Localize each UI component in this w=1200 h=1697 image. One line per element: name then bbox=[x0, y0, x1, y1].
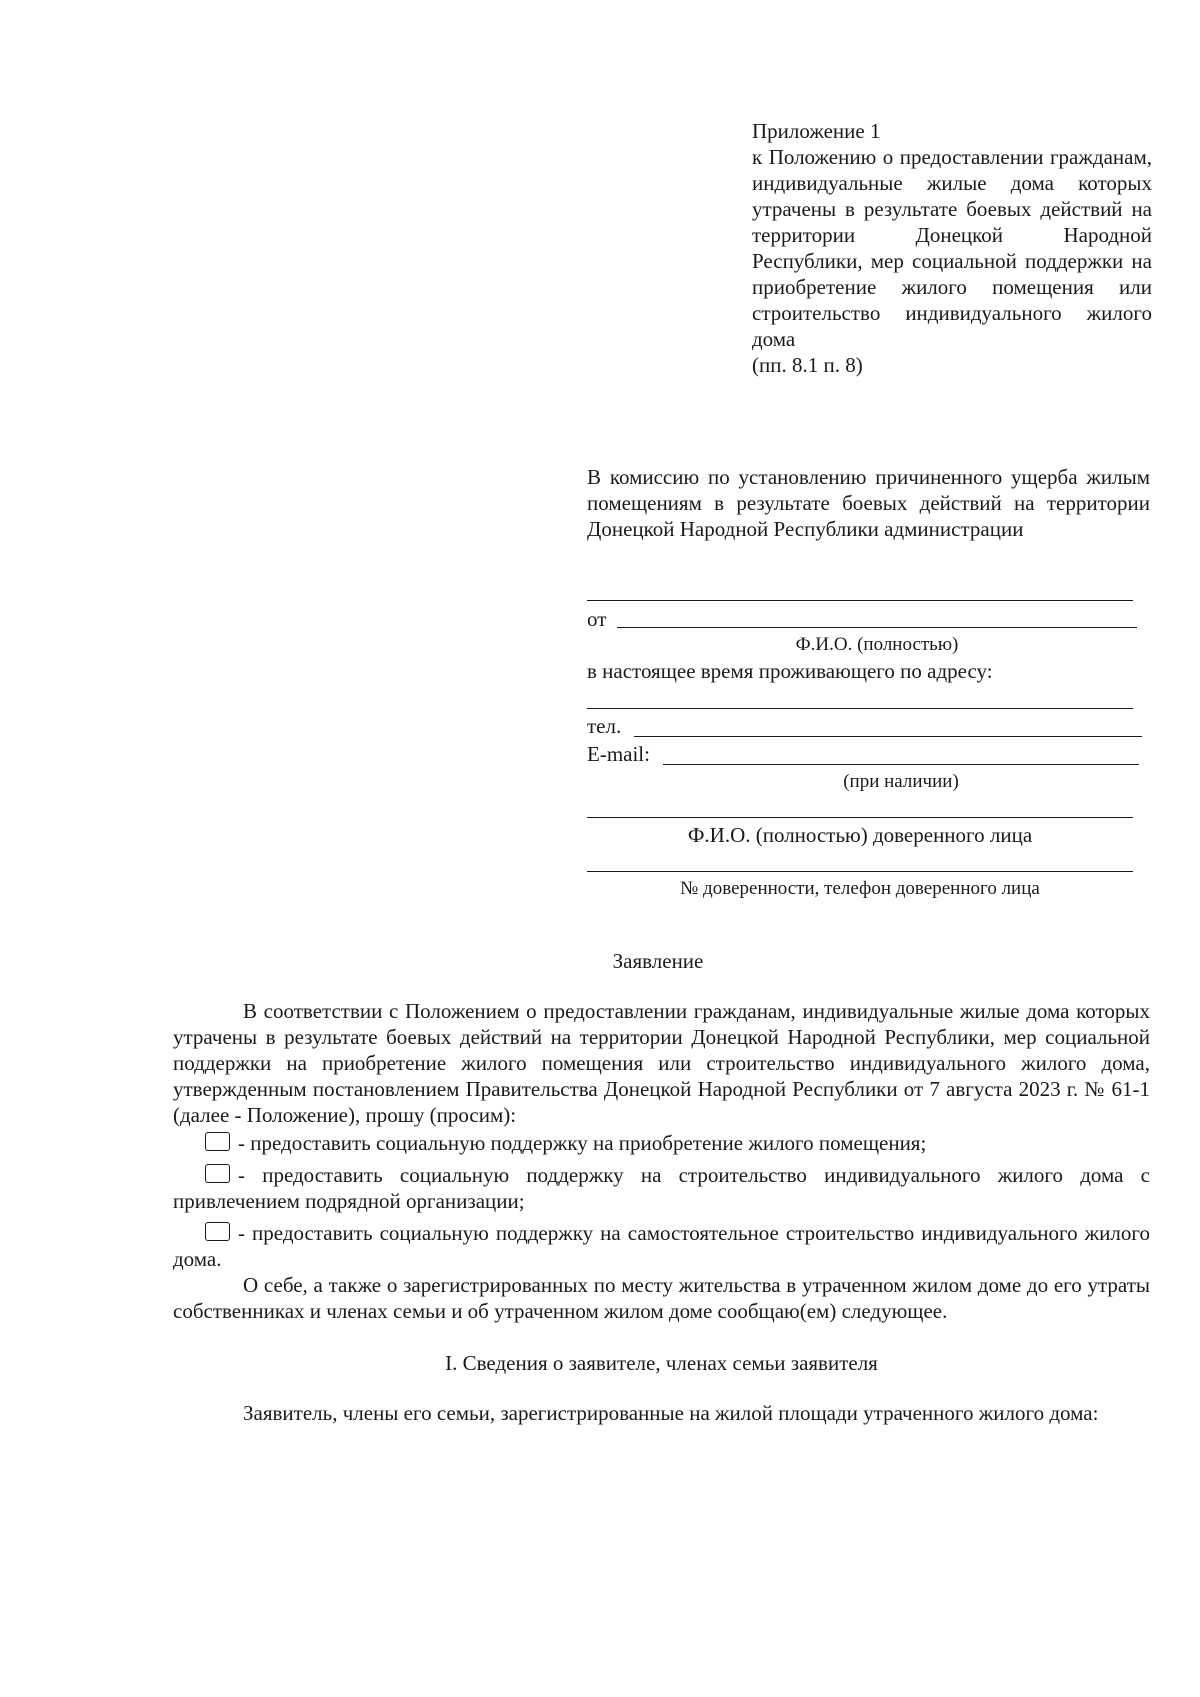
address-label: в настоящее время проживающего по адресу: bbox=[587, 659, 993, 683]
section1-title: I. Сведения о заявителе, членах семьи заявителя bbox=[445, 1351, 878, 1375]
option-contractor-label: - предоставить социальную поддержку на строительство индивидуального жилого дома с привлечением подрядной организации; bbox=[173, 1163, 1150, 1213]
statement-about: О себе, а также о зарегистрированных по месту жительства в утраченном жилом доме до его утраты собственниках и членах семьи и об утраченном жилом доме сообщаю(ем) следующее. bbox=[173, 1273, 1150, 1323]
section1-text: Заявитель, члены его семьи, зарегистрированные на жилой площади утраченного жилого дома: bbox=[243, 1401, 1099, 1425]
option-self-build-checkbox[interactable] bbox=[205, 1222, 230, 1241]
statement-title: Заявление bbox=[612, 949, 704, 973]
option-purchase-checkbox[interactable] bbox=[205, 1132, 230, 1151]
trustee-line[interactable] bbox=[587, 817, 1133, 818]
email-line[interactable] bbox=[663, 764, 1139, 765]
appendix-text: к Положению о предоставлении гражданам, индивидуальные жилые дома которых утрачены в результате боевых действий на территории Донецкой Народной Республики, мер социальной поддержки на приобретение жилого помещения или строительство индивидуального жилого дома bbox=[752, 145, 1152, 351]
statement-body bbox=[173, 998, 1150, 1426]
email-caption: (при наличии) bbox=[843, 771, 959, 792]
statement-intro: В соответствии с Положением о предоставлении гражданам, индивидуальные жилые дома которых утрачены в результате боевых действий на территории Донецкой Народной Республики, мер социальной поддержки на приобретение жилого помещения или строительство индивидуального жилого дома, утвержденным постановлением Правительства Донецкой Народной Республики от 7 августа 2023 г. № 61-1 (далее - Положение), прошу (просим): bbox=[173, 999, 1150, 1127]
option-contractor-checkbox[interactable] bbox=[205, 1164, 230, 1183]
applicant-name-line[interactable] bbox=[617, 627, 1137, 628]
address-line[interactable] bbox=[587, 708, 1133, 709]
phone-label: тел. bbox=[587, 714, 622, 738]
phone-line[interactable] bbox=[634, 736, 1142, 737]
fio-caption: Ф.И.О. (полностью) bbox=[795, 634, 959, 655]
option-self-build-label: - предоставить социальную поддержку на самостоятельное строительство индивидуального жилого дома. bbox=[173, 1221, 1150, 1271]
option-purchase bbox=[173, 1130, 1150, 1156]
appendix-block bbox=[752, 118, 1152, 378]
appendix-title: Приложение 1 bbox=[752, 119, 881, 143]
appendix-ref: (пп. 8.1 п. 8) bbox=[752, 353, 863, 377]
power-of-attorney-line[interactable] bbox=[587, 871, 1133, 872]
option-purchase-label: - предоставить социальную поддержку на приобретение жилого помещения; bbox=[238, 1131, 927, 1155]
trustee-caption: Ф.И.О. (полностью) доверенного лица bbox=[687, 823, 1033, 847]
addressee-text: В комиссию по установлению причиненного ущерба жилым помещениям в результате боевых действий на территории Донецкой Народной Республики администрации bbox=[587, 465, 1150, 541]
option-self-build bbox=[173, 1220, 1150, 1272]
from-label: от bbox=[587, 607, 607, 631]
email-label: E-mail: bbox=[587, 742, 650, 766]
commission-name-line[interactable] bbox=[587, 600, 1133, 601]
option-contractor bbox=[173, 1162, 1150, 1214]
power-caption: № доверенности, телефон доверенного лица bbox=[680, 878, 1040, 899]
